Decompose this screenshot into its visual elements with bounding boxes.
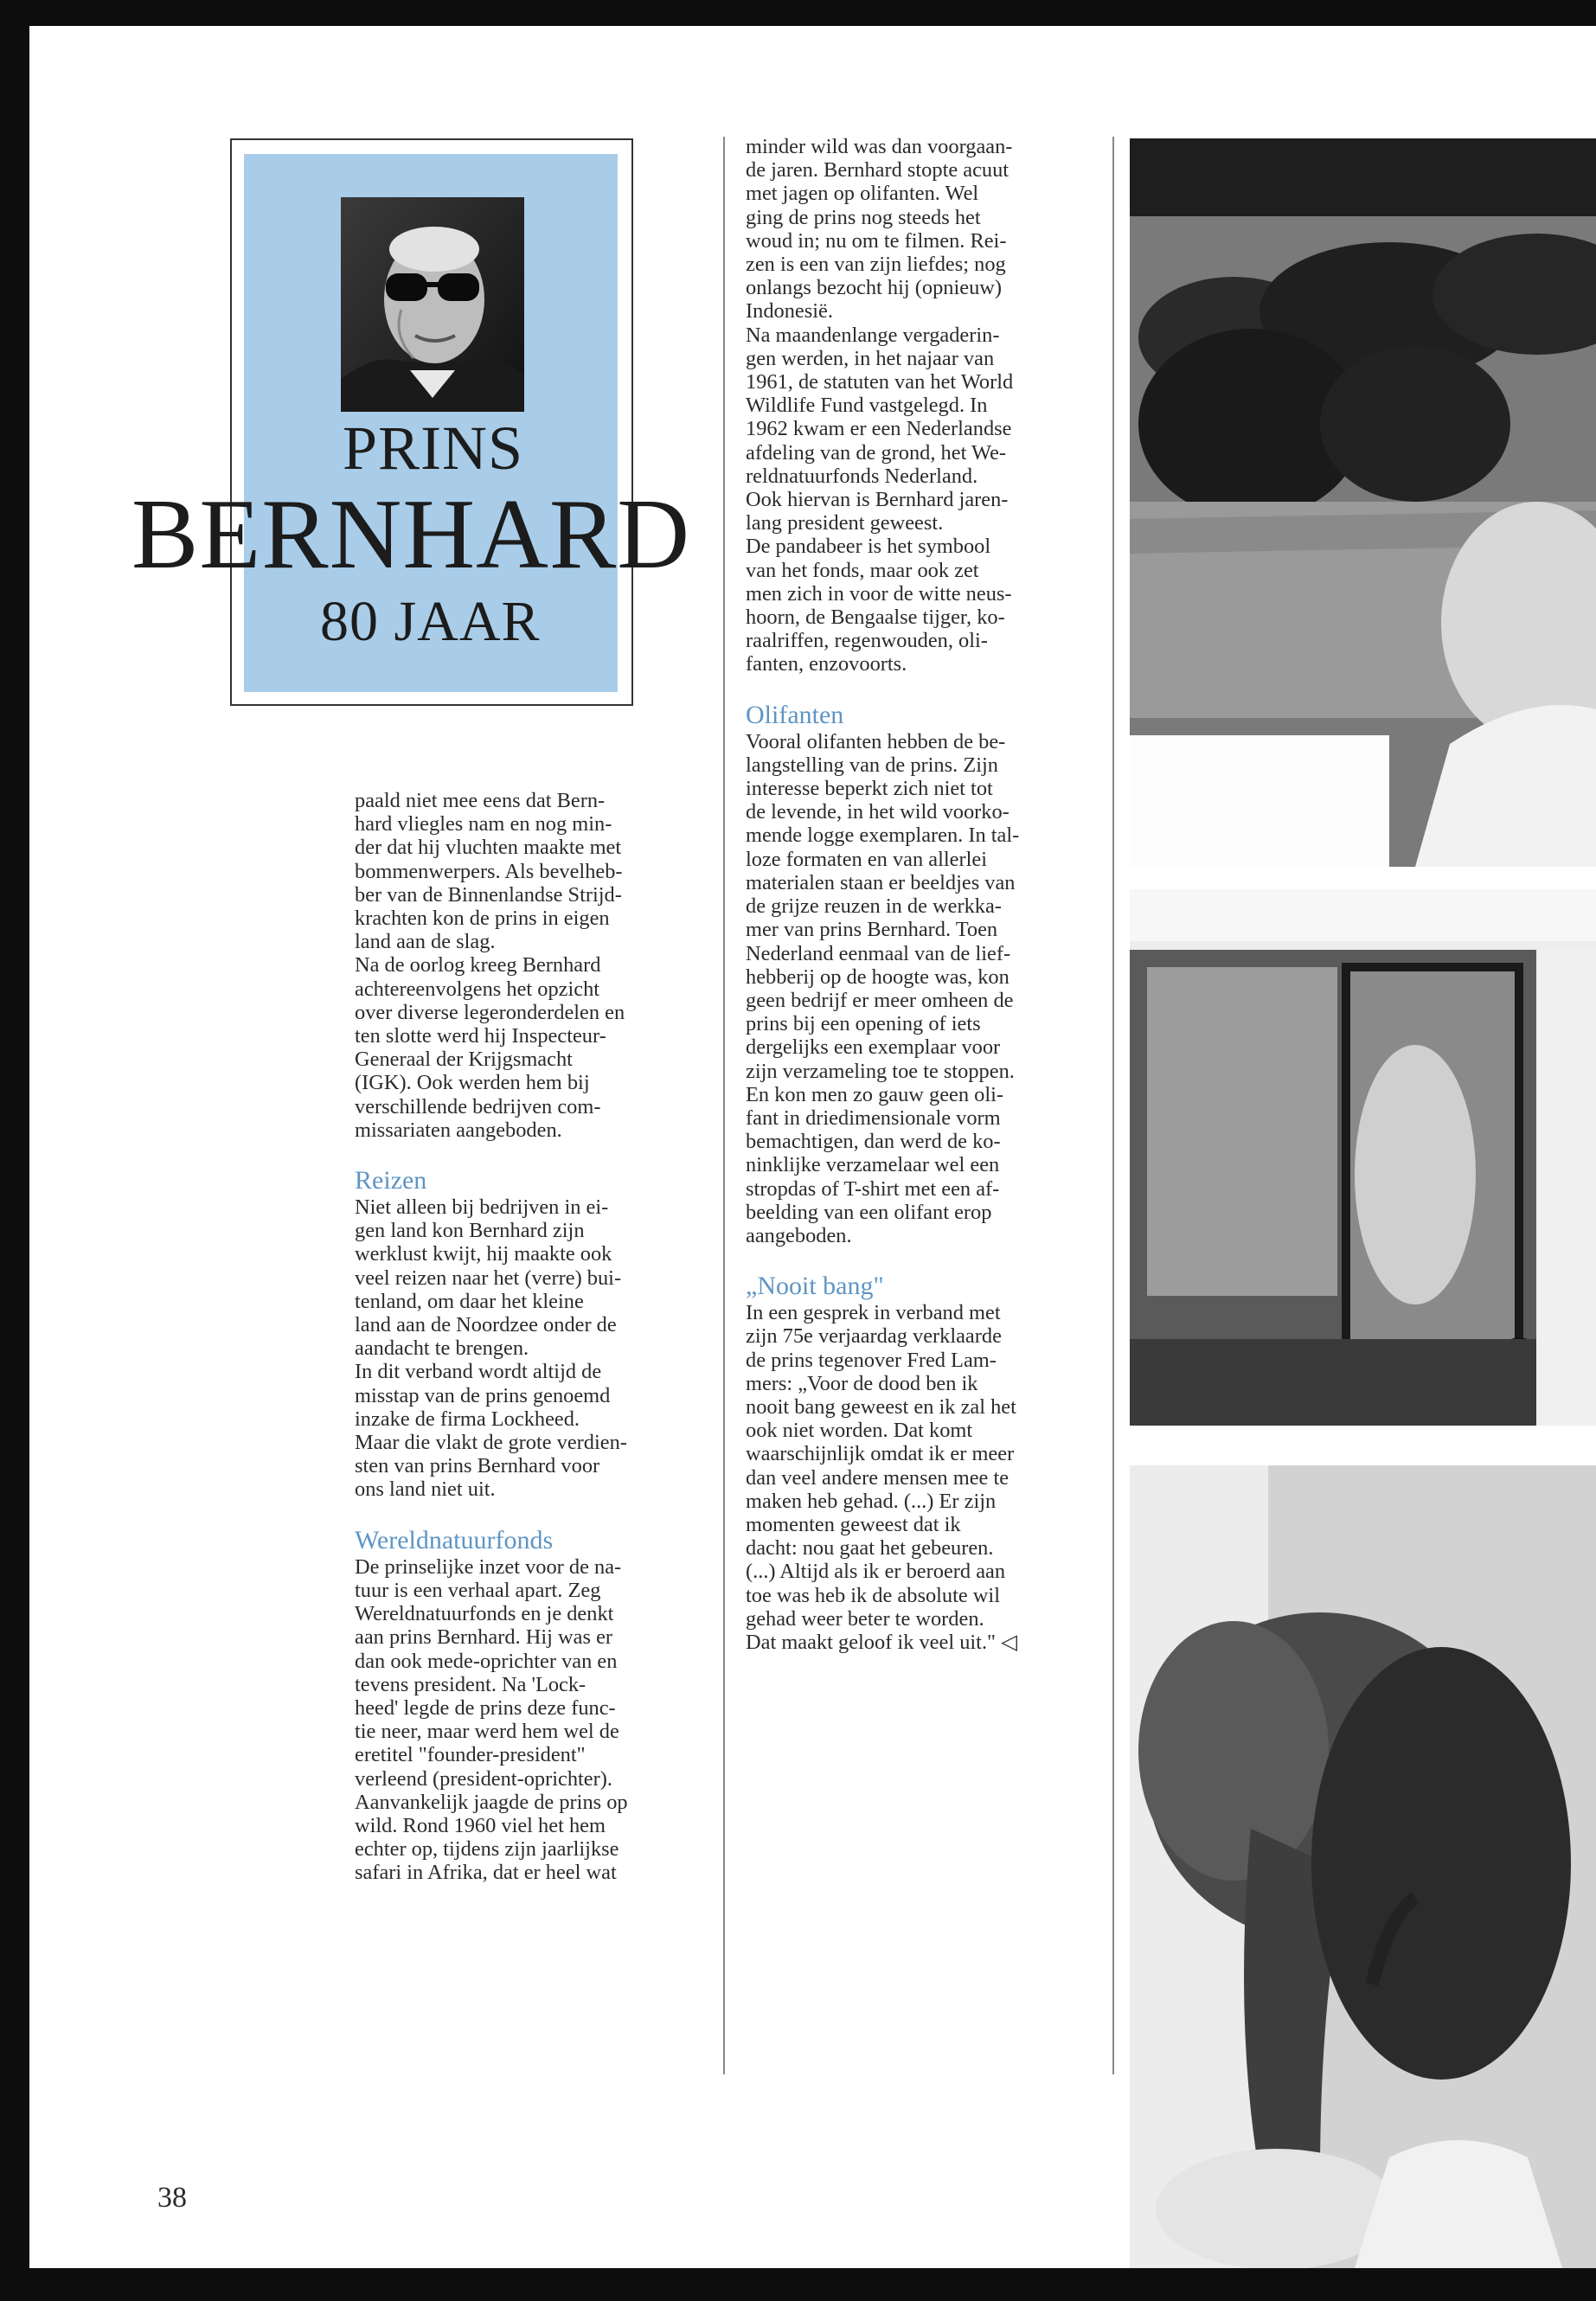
- text-line: zijn 75e verjaardag verklaarde: [746, 1324, 1002, 1349]
- text-line: Vooral olifanten hebben de be-: [746, 729, 1006, 753]
- text-line: van het fonds, maar ook zet: [746, 558, 979, 582]
- text-line: fanten, enzovoorts.: [746, 652, 907, 676]
- text-line: ons land niet uit.: [355, 1477, 496, 1502]
- elephant-sculpture-photo: [1130, 1465, 1596, 2268]
- text-line: de levende, in het wild voorko-: [746, 800, 1010, 824]
- text-line: beelding van een olifant erop: [746, 1200, 992, 1224]
- text-line: bommenwerpers. Als bevelheb-: [355, 859, 623, 883]
- text-line: mers: „Voor de dood ben ik: [746, 1371, 978, 1395]
- heading-nooit-bang: „Nooit bang": [746, 1272, 884, 1301]
- text-line: ber van de Binnenlandse Strijd-: [355, 882, 622, 907]
- text-line: Aanvankelijk jaagde de prins op: [355, 1790, 628, 1814]
- text-line: ook niet worden. Dat komt: [746, 1419, 973, 1443]
- paragraph-nooit-bang: [746, 1301, 1092, 1654]
- title-bernhard: BERNHARD: [131, 479, 691, 590]
- text-line: de grijze reuzen in de werkka-: [746, 894, 1002, 919]
- heading-reizen: Reizen: [355, 1166, 427, 1195]
- title-prins: PRINS: [343, 413, 524, 483]
- text-line: land aan de Noordzee onder de: [355, 1313, 617, 1337]
- text-line: aan prins Bernhard. Hij was er: [355, 1625, 613, 1650]
- text-line: stropdas of T-shirt met een af-: [746, 1176, 1000, 1201]
- text-line: waarschijnlijk omdat ik er meer: [746, 1442, 1015, 1466]
- text-line: De pandabeer is het symbool: [746, 535, 991, 559]
- text-line: land aan de slag.: [355, 930, 496, 954]
- text-line: interesse beperkt zich niet tot: [746, 777, 993, 801]
- text-line: safari in Afrika, dat er heel wat: [355, 1861, 617, 1885]
- text-line: Wildlife Fund vastgelegd. In: [746, 394, 988, 418]
- text-line: inzake de firma Lockheed.: [355, 1407, 580, 1431]
- text-column-2: [746, 135, 1092, 1654]
- text-line: ninklijke verzamelaar wel een: [746, 1153, 1000, 1177]
- text-line: paald niet mee eens dat Bern-: [355, 789, 606, 812]
- text-line: Ook hiervan is Bernhard jaren-: [746, 488, 1009, 512]
- heading-olifanten: Olifanten: [746, 700, 844, 729]
- title-80-jaar: 80 JAAR: [320, 590, 541, 653]
- text-line: Generaal der Krijgsmacht: [355, 1048, 573, 1072]
- text-line: men zich in voor de witte neus-: [746, 581, 1012, 606]
- car-window-photo: [1130, 889, 1596, 1426]
- text-line: de jaren. Bernhard stopte acuut: [746, 158, 1010, 183]
- text-line: met jagen op olifanten. Wel: [746, 182, 979, 206]
- text-line: Indonesië.: [746, 299, 833, 324]
- text-line: woud in; nu om te filmen. Rei-: [746, 228, 1007, 253]
- text-line: Wereldnatuurfonds en je denkt: [355, 1602, 614, 1626]
- text-line: Niet alleen bij bedrijven in ei-: [355, 1195, 609, 1220]
- text-line: achtereenvolgens het opzicht: [355, 977, 600, 1001]
- text-line: langstelling van de prins. Zijn: [746, 753, 998, 777]
- text-line: der dat hij vluchten maakte met: [355, 836, 622, 860]
- text-line: Na maandenlange vergaderin-: [746, 323, 1000, 347]
- text-line: reldnatuurfonds Nederland.: [746, 464, 978, 488]
- text-line: tie neer, maar werd hem wel de: [355, 1720, 619, 1744]
- text-line: (IGK). Ook werden hem bij: [355, 1071, 590, 1095]
- text-line: maken heb gehad. (...) Er zijn: [746, 1489, 997, 1513]
- text-line: In dit verband wordt altijd de: [355, 1360, 602, 1384]
- column-rule: [723, 137, 725, 2074]
- page-border-left: [0, 0, 29, 2301]
- text-line: En kon men zo gauw geen oli-: [746, 1082, 1004, 1106]
- text-line: eretitel "founder-president": [355, 1743, 586, 1767]
- text-line: sten van prins Bernhard voor: [355, 1454, 600, 1478]
- text-column-1: [355, 789, 701, 1885]
- text-line: hoorn, de Bengaalse tijger, ko-: [746, 606, 1005, 630]
- text-line: mer van prins Bernhard. Toen: [746, 918, 998, 942]
- text-line: missariaten aangeboden.: [355, 1118, 562, 1142]
- text-line: 1961, de statuten van het World: [746, 370, 1014, 394]
- text-line: dan ook mede-oprichter van en: [355, 1649, 618, 1673]
- text-line: raalriffen, regenwouden, oli-: [746, 629, 988, 653]
- text-line: gen land kon Bernhard zijn: [355, 1219, 585, 1243]
- text-line: mende logge exemplaren. In tal-: [746, 824, 1020, 848]
- text-line: toe was heb ik de absolute wil: [746, 1583, 1000, 1607]
- text-line: Na de oorlog kreeg Bernhard: [355, 953, 601, 977]
- page-border-top: [0, 0, 1596, 26]
- text-line: werklust kwijt, hij maakte ook: [355, 1242, 612, 1266]
- text-line: hebberij op de hoogte was, kon: [746, 965, 1010, 989]
- paragraph-intro-2: [746, 135, 1092, 676]
- text-line: dan veel andere mensen mee te: [746, 1465, 1010, 1490]
- text-line: ging de prins nog steeds het: [746, 205, 981, 229]
- text-line: (...) Altijd als ik er beroerd aan: [746, 1560, 1006, 1584]
- text-line: In een gesprek in verband met: [746, 1301, 1001, 1325]
- text-line: ten slotte werd hij Inspecteur-: [355, 1024, 606, 1048]
- text-line: 1962 kwam er een Nederlandse: [746, 417, 1012, 441]
- text-line: geen bedrijf er meer omheen de: [746, 988, 1014, 1012]
- text-line: krachten kon de prins in eigen: [355, 907, 610, 931]
- text-line: bemachtigen, dan werd de ko-: [746, 1130, 1001, 1154]
- text-line: gehad weer beter te worden.: [746, 1606, 984, 1631]
- text-line: de prins tegenover Fred Lam-: [746, 1348, 997, 1372]
- text-line: verschillende bedrijven com-: [355, 1094, 601, 1118]
- text-line: gen werden, in het najaar van: [746, 346, 995, 370]
- text-line: heed' legde de prins deze func-: [355, 1695, 616, 1720]
- text-line: materialen staan er beeldjes van: [746, 870, 1016, 894]
- text-line: misstap van de prins genoemd: [355, 1383, 611, 1407]
- text-line: zijn verzameling toe te stoppen.: [746, 1059, 1015, 1083]
- page-number: 38: [157, 2182, 187, 2214]
- text-line: prins bij een opening of iets: [746, 1012, 981, 1036]
- paragraph-wereldnatuurfonds: [355, 1555, 701, 1885]
- text-line: hard vliegles nam en nog min-: [355, 812, 612, 836]
- text-line: echter op, tijdens zijn jaarlijkse: [355, 1837, 619, 1862]
- text-line: dergelijks een exemplaar voor: [746, 1035, 1001, 1060]
- paragraph-intro-1: [355, 789, 701, 1142]
- heading-wereldnatuurfonds: Wereldnatuurfonds: [355, 1525, 554, 1554]
- text-line: Nederland eenmaal van de lief-: [746, 941, 1011, 965]
- text-line: tenland, om daar het kleine: [355, 1289, 584, 1313]
- text-line: verleend (president-oprichter).: [355, 1766, 612, 1791]
- text-line: lang president geweest.: [746, 511, 944, 535]
- paragraph-olifanten: [746, 730, 1092, 1247]
- text-line: loze formaten en van allerlei: [746, 847, 987, 871]
- text-line: zen is een van zijn liefdes; nog: [746, 253, 1006, 277]
- text-line: over diverse legeronderdelen en: [355, 1000, 625, 1024]
- page-border-bottom: [0, 2268, 1596, 2301]
- text-line: momenten geweest dat ik: [746, 1512, 961, 1536]
- text-line: fant in driedimensionale vorm: [746, 1106, 1001, 1130]
- text-line: veel reizen naar het (verre) bui-: [355, 1266, 622, 1290]
- column-rule-right: [1112, 137, 1114, 2074]
- portrait-photo: [341, 197, 524, 412]
- text-line: afdeling van de grond, het We-: [746, 440, 1007, 465]
- text-line: tuur is een verhaal apart. Zeg: [355, 1578, 601, 1602]
- text-line: onlangs bezocht hij (opnieuw): [746, 276, 1002, 300]
- text-line: minder wild was dan voorgaan-: [746, 135, 1013, 158]
- text-line: tevens president. Na 'Lock-: [355, 1672, 586, 1696]
- text-line: dacht: nou gaat het gebeuren.: [746, 1536, 994, 1561]
- text-line: aangeboden.: [746, 1223, 852, 1247]
- text-line: Maar die vlakt de grote verdien-: [355, 1431, 627, 1455]
- text-line: Dat maakt geloof ik veel uit." ◁: [746, 1630, 1017, 1654]
- text-line: nooit bang geweest en ik zal het: [746, 1394, 1016, 1419]
- paragraph-reizen: [355, 1195, 701, 1502]
- buffalo-photo: [1130, 138, 1596, 867]
- text-line: aandacht te brengen.: [355, 1336, 529, 1361]
- text-line: De prinselijke inzet voor de na-: [355, 1554, 622, 1579]
- text-line: wild. Rond 1960 viel het hem: [355, 1813, 606, 1837]
